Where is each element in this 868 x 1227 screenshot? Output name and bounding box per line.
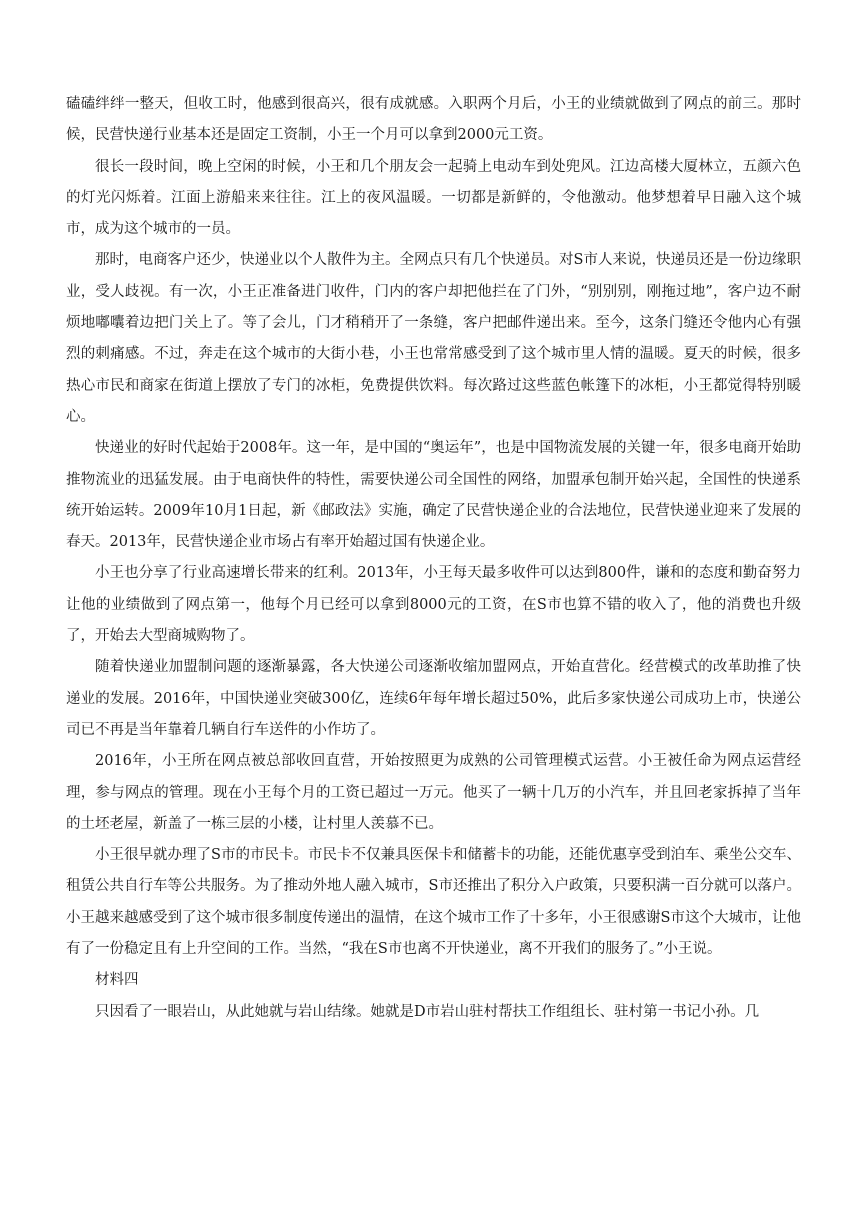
paragraph: 随着快递业加盟制问题的逐渐暴露，各大快递公司逐渐收缩加盟网点，开始直营化。经营模式的改革助推了快递业的发展。2016年，中国快递业突破300亿，连续6年每年增长超过50%，此后多家快递公司成功上市，快递公司已不再是当年靠着几辆自行车送件的小作坊了。 [66,659,801,738]
document-body [66,89,801,1028]
section-heading: 材料四 [95,972,139,989]
paragraph: 2016年，小王所在网点被总部收回直营，开始按照更为成熟的公司管理模式运营。小王被任命为网点运营经理，参与网点的管理。现在小王每个月的工资已超过一万元。他买了一辆十几万的小汽车，并且回老家拆掉了当年的土坯老屋，新盖了一栋三层的小楼，让村里人羡慕不已。 [66,753,801,832]
paragraph: 只因看了一眼岩山，从此她就与岩山结缘。她就是D市岩山驻村帮扶工作组组长、驻村第一书记小孙。几 [95,1003,760,1020]
paragraph: 小王也分享了行业高速增长带来的红利。2013年，小王每天最多收件可以达到800件，谦和的态度和勤奋努力让他的业绩做到了网点第一，他每个月已经可以拿到8000元的工资，在S市也算不错的收入了，他的消费也升级了，开始去大型商城购物了。 [66,565,801,645]
paragraph: 很长一段时间，晚上空闲的时候，小王和几个朋友会一起骑上电动车到处兜风。江边高楼大厦林立，五颜六色的灯光闪烁着。江面上游船来来往往。江上的夜风温暖。一切都是新鲜的，令他激动。他梦想着早日融入这个城市，成为这个城市的一员。 [66,158,801,238]
paragraph: 磕磕绊绊一整天，但收工时，他感到很高兴，很有成就感。入职两个月后，小王的业绩就做到了网点的前三。那时候，民营快递行业基本还是固定工资制，小王一个月可以拿到2000元工资。 [66,96,801,144]
paragraph: 快递业的好时代起始于2008年。这一年，是中国的“奥运年”，也是中国物流发展的关键一年，很多电商开始助推物流业的迅猛发展。由于电商快件的特性，需要快递公司全国性的网络，加盟承包制开始兴起，全国性的快递系统开始运转。2009年10月1日起，新《邮政法》实施，确定了民营快递企业的合法地位，民营快递业迎来了发展的春天。2013年，民营快递企业市场占有率开始超过国有快递企业。 [66,440,801,551]
paragraph: 小王很早就办理了S市的市民卡。市民卡不仅兼具医保卡和储蓄卡的功能，还能优惠享受到泊车、乘坐公交车、租赁公共自行车等公共服务。为了推动外地人融入城市，S市还推出了积分入户政策，只要积满一百分就可以落户。小王越来越感受到了这个城市很多制度传递出的温情，在这个城市工作了十多年，小王很感谢S市这个大城市，让他有了一份稳定且有上升空间的工作。当然，“我在S市也离不开快递业，离不开我们的服务了。”小王说。 [66,847,801,958]
paragraph: 那时，电商客户还少，快递业以个人散件为主。全网点只有几个快递员。对S市人来说，快递员还是一份边缘职业，受人歧视。有一次，小王正准备进门收件，门内的客户却把他拦在了门外，“别别别，刚拖过地”，客户边不耐烦地嘟囔着边把门关上了。等了会儿，门才稍稍开了一条缝，客户把邮件递出来。至今，这条门缝还令他内心有强烈的刺痛感。不过，奔走在这个城市的大街小巷，小王也常常感受到了这个城市里人情的温暖。夏天的时候，很多热心市民和商家在街道上摆放了专门的冰柜，免费提供饮料。每次路过这些蓝色帐篷下的冰柜，小王都觉得特别暖心。 [66,252,801,425]
